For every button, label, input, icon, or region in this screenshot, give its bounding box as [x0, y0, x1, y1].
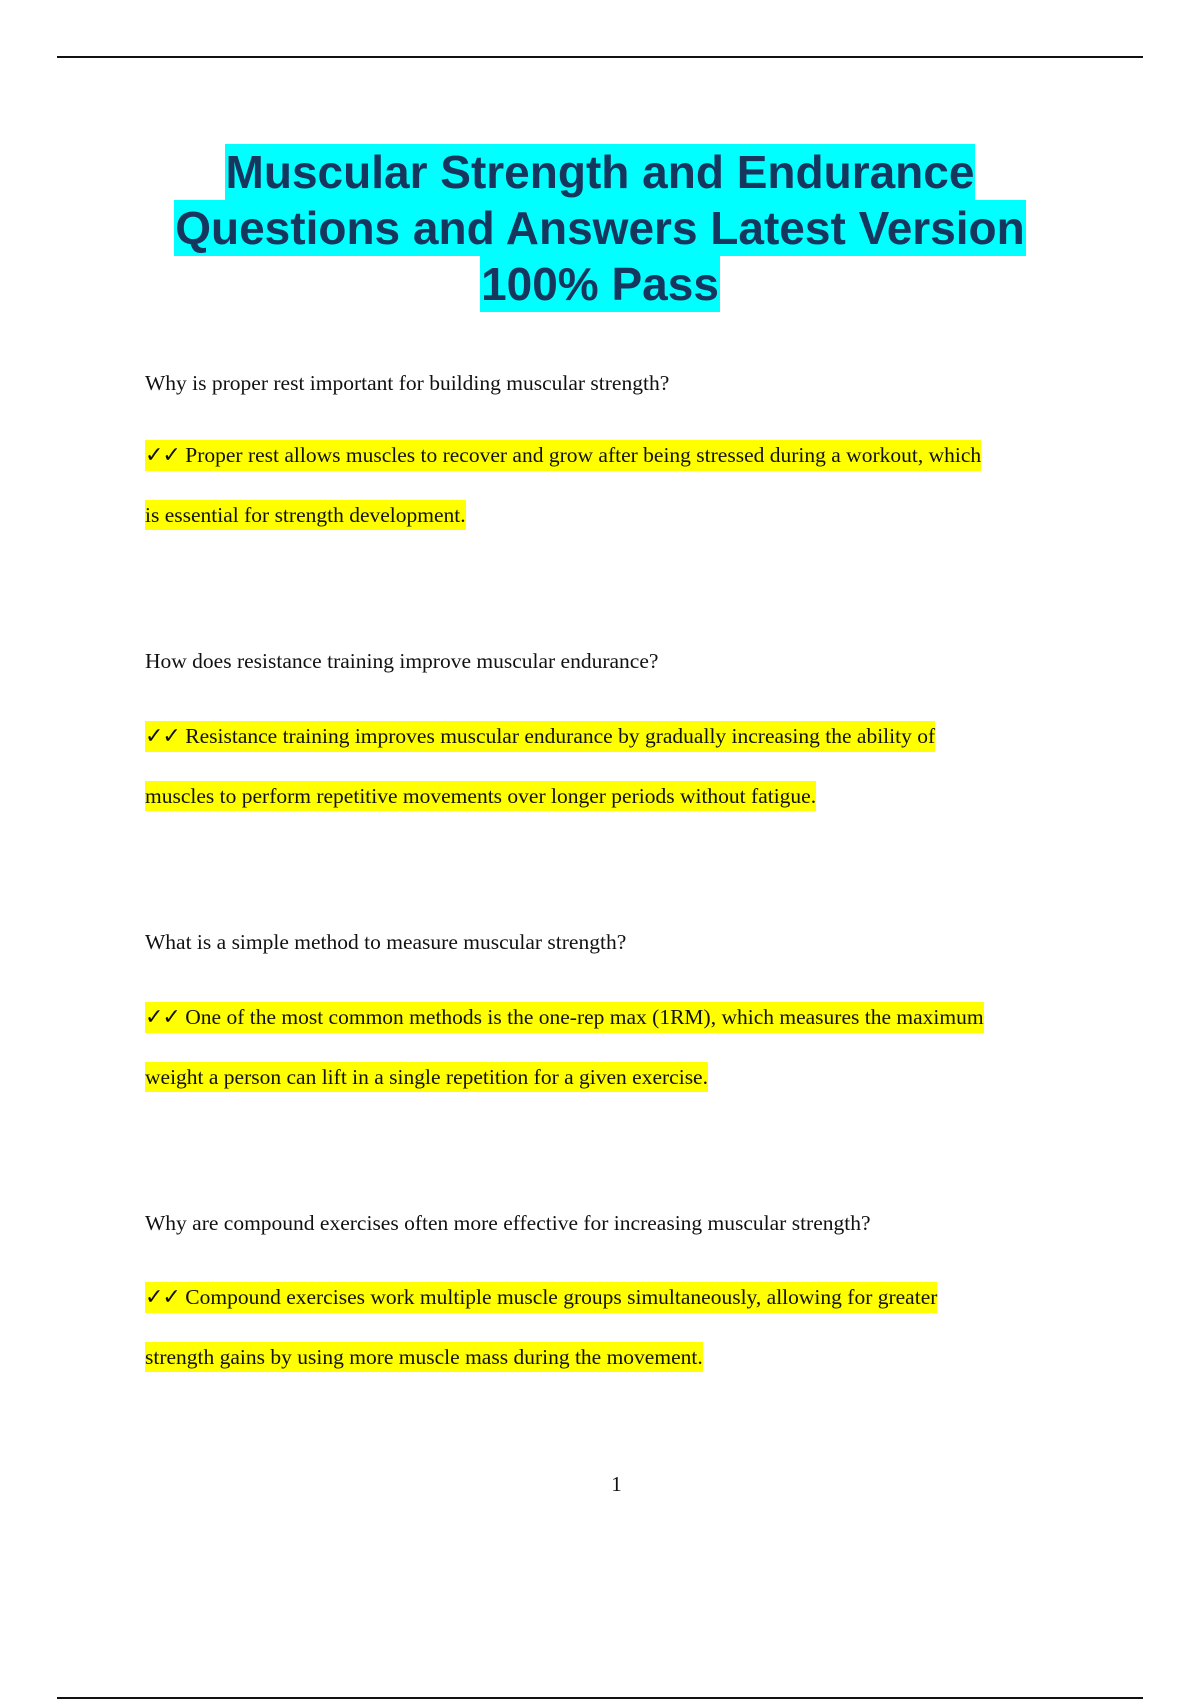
answer-highlight: [145, 781, 816, 811]
answer-text: Resistance training improves muscular endurance by gradually increasing the ability of: [185, 724, 936, 748]
check-mark-icon: ✓✓: [145, 1285, 180, 1310]
top-rule: [57, 56, 1143, 58]
qa-item: [145, 929, 1105, 1122]
check-mark-icon: ✓✓: [145, 1005, 180, 1030]
answer-text: strength gains by using more muscle mass during the movement.: [145, 1345, 703, 1369]
answer-highlight: [145, 1342, 703, 1372]
document-title: [0, 144, 1200, 312]
question-text: Why are compound exercises often more effective for increasing muscular strength?: [145, 1211, 871, 1235]
title-line: Muscular Strength and Endurance: [225, 146, 975, 198]
answer-block: [145, 440, 1105, 560]
page-number: 1: [611, 1472, 622, 1496]
title-line: 100% Pass: [481, 258, 719, 310]
answer-block: [145, 1002, 1105, 1122]
answer-text: weight a person can lift in a single repetition for a given exercise.: [145, 1065, 708, 1089]
answer-highlight: [145, 1002, 984, 1033]
answer-text: muscles to perform repetitive movements over longer periods without fatigue.: [145, 784, 817, 808]
qa-item: [145, 370, 1105, 560]
answer-highlight: [145, 1062, 708, 1092]
question-text: How does resistance training improve muscular endurance?: [145, 649, 659, 673]
check-mark-icon: ✓✓: [145, 443, 180, 468]
title-line: Questions and Answers Latest Version: [175, 202, 1025, 254]
answer-highlight: [145, 500, 466, 530]
answer-text: Compound exercises work multiple muscle groups simultaneously, allowing for greater: [185, 1285, 938, 1309]
answer-block: [145, 721, 1105, 841]
answer-highlight: [145, 721, 935, 752]
question-text: Why is proper rest important for building muscular strength?: [145, 371, 670, 395]
question-text: What is a simple method to measure muscular strength?: [145, 930, 627, 954]
answer-highlight: [145, 440, 981, 471]
answer-highlight: [145, 1282, 937, 1313]
answer-text: is essential for strength development.: [145, 503, 466, 527]
check-mark-icon: ✓✓: [145, 724, 180, 749]
answer-text: Proper rest allows muscles to recover and grow after being stressed during a workout, which: [185, 443, 982, 467]
answer-text: One of the most common methods is the one-rep max (1RM), which measures the maximum: [185, 1005, 984, 1029]
qa-item: [145, 648, 1105, 841]
bottom-rule: [57, 1697, 1143, 1699]
answer-block: [145, 1282, 1105, 1402]
qa-item: [145, 1210, 1105, 1402]
